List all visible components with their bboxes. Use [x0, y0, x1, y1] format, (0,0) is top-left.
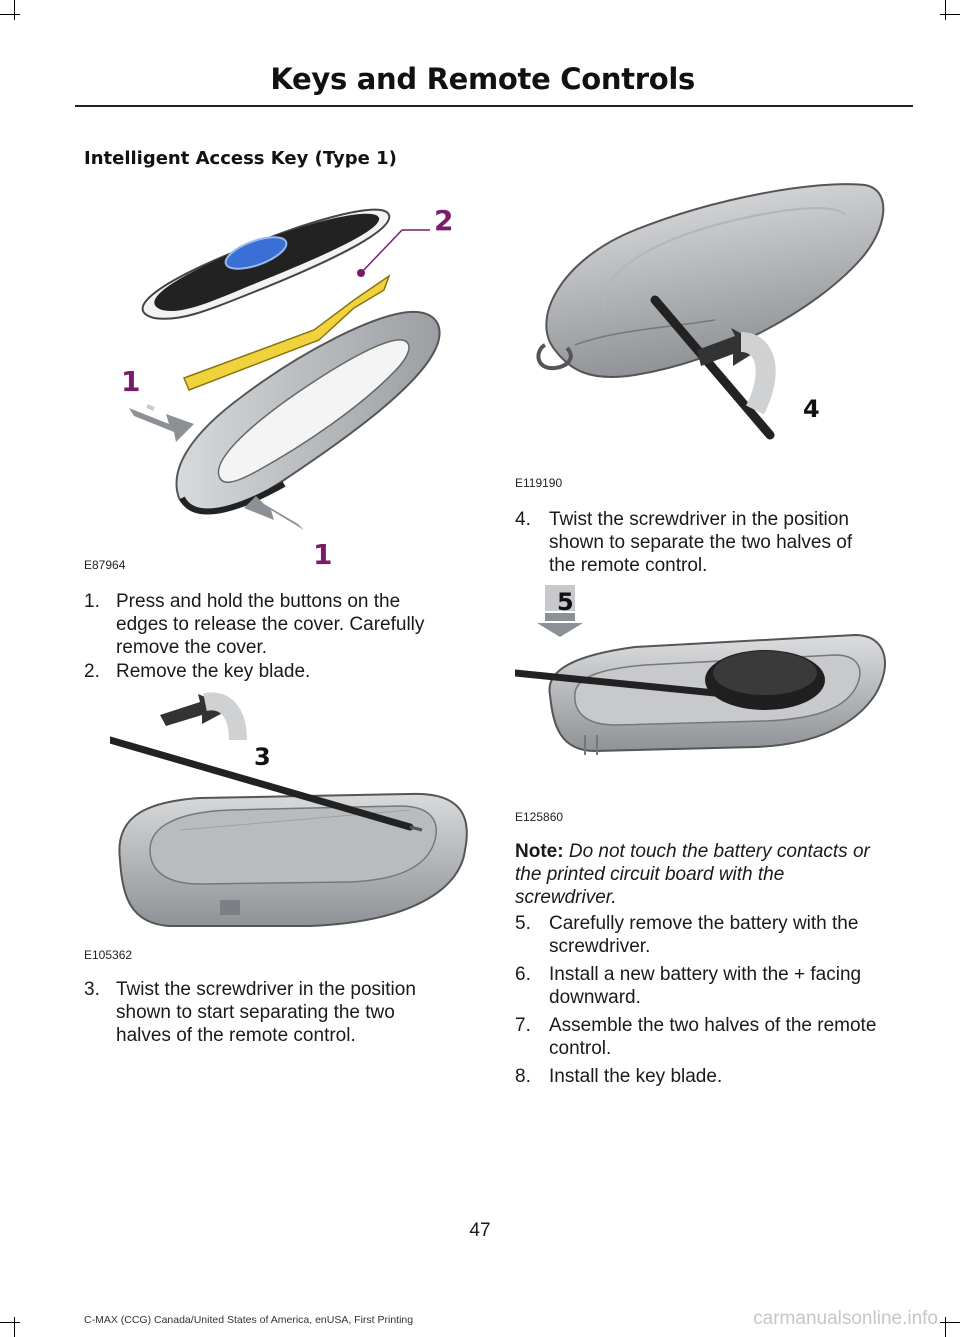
step-number: 4. — [515, 509, 531, 530]
note-label: Note: — [515, 841, 564, 862]
step-number: 6. — [515, 964, 531, 985]
step-line: shown to start separating the two — [116, 1002, 395, 1023]
crop-mark — [0, 1322, 20, 1323]
section-heading: Intelligent Access Key (Type 1) — [84, 148, 397, 169]
figure-id: E87964 — [84, 558, 126, 572]
step-line: Carefully remove the battery with the — [549, 913, 859, 934]
step-number: 3. — [84, 979, 100, 1000]
step-line: Press and hold the buttons on the — [116, 591, 401, 612]
press-arrow-icon — [129, 406, 194, 442]
page-number: 47 — [469, 1220, 491, 1241]
step-line: edges to release the cover. Carefully — [116, 614, 425, 635]
step-text — [549, 1014, 876, 1060]
step-text — [549, 508, 852, 577]
footer-text: C-MAX (CCG) Canada/United States of America, enUSA, First Printing — [84, 1314, 414, 1326]
step-line: Twist the screwdriver in the position — [549, 509, 849, 530]
watermark: carmanualsonline.info — [753, 1308, 938, 1329]
note-block — [515, 840, 915, 909]
crop-mark — [0, 14, 20, 15]
step-line: control. — [549, 1038, 612, 1059]
callout-number: 5 — [557, 588, 574, 616]
step-item — [515, 1014, 915, 1062]
crop-mark — [940, 1322, 960, 1323]
crop-mark — [940, 14, 960, 15]
step-text — [549, 912, 858, 958]
step-text: Install the key blade. — [549, 1066, 723, 1087]
key-ring-icon — [538, 345, 555, 368]
step-item — [515, 1065, 915, 1089]
step-number: 2. — [84, 661, 100, 682]
step-line: Install a new battery with the + facing — [549, 964, 862, 985]
step-item — [515, 508, 910, 578]
step-text — [116, 978, 416, 1047]
step-number: 5. — [515, 913, 531, 934]
leader-dot — [357, 269, 365, 277]
step-item — [515, 963, 915, 1011]
step-line: downward. — [549, 987, 641, 1008]
figure-id: E105362 — [84, 948, 133, 962]
rotate-arrow-icon — [160, 694, 238, 740]
callout-number: 4 — [803, 395, 820, 423]
header-divider — [75, 105, 913, 107]
figure-id: E125860 — [515, 810, 564, 824]
step-line: Assemble the two halves of the remote — [549, 1015, 877, 1036]
step-text — [116, 590, 424, 659]
note-line: the printed circuit board with the — [515, 864, 785, 885]
callout-number: 1 — [121, 365, 141, 398]
step-line: Twist the screwdriver in the position — [116, 979, 416, 1000]
step-line: the remote control. — [549, 555, 708, 576]
step-number: 7. — [515, 1015, 531, 1036]
press-arrow-icon — [244, 496, 304, 530]
note-line: Do not touch the battery contacts or — [568, 841, 870, 862]
crop-mark — [945, 1317, 946, 1337]
step-item — [515, 912, 915, 960]
crop-mark — [945, 0, 946, 20]
step-item — [84, 590, 464, 660]
crop-mark — [14, 0, 15, 20]
step-text — [549, 963, 861, 1009]
figure-screwdriver-separating — [110, 690, 475, 945]
step-line: screwdriver. — [549, 936, 651, 957]
step-item — [84, 978, 464, 1048]
figure-battery-removal — [515, 585, 895, 795]
step-number: 1. — [84, 591, 100, 612]
callout-number: 2 — [434, 204, 454, 237]
page-title: Keys and Remote Controls — [270, 62, 695, 96]
step-item — [84, 660, 464, 684]
step-line: remove the cover. — [116, 637, 268, 658]
callout-number: 1 — [313, 538, 333, 571]
note-line: screwdriver. — [515, 887, 617, 908]
crop-mark — [14, 1317, 15, 1337]
step-number: 8. — [515, 1066, 531, 1087]
callout-number: 3 — [254, 743, 271, 771]
step-line: halves of the remote control. — [116, 1025, 356, 1046]
figure-screwdriver-twist — [515, 170, 895, 470]
figure-key-exploded — [84, 180, 474, 570]
step-line: shown to separate the two halves of — [549, 532, 853, 553]
figure-id: E119190 — [515, 476, 563, 490]
step-text: Remove the key blade. — [116, 661, 311, 682]
